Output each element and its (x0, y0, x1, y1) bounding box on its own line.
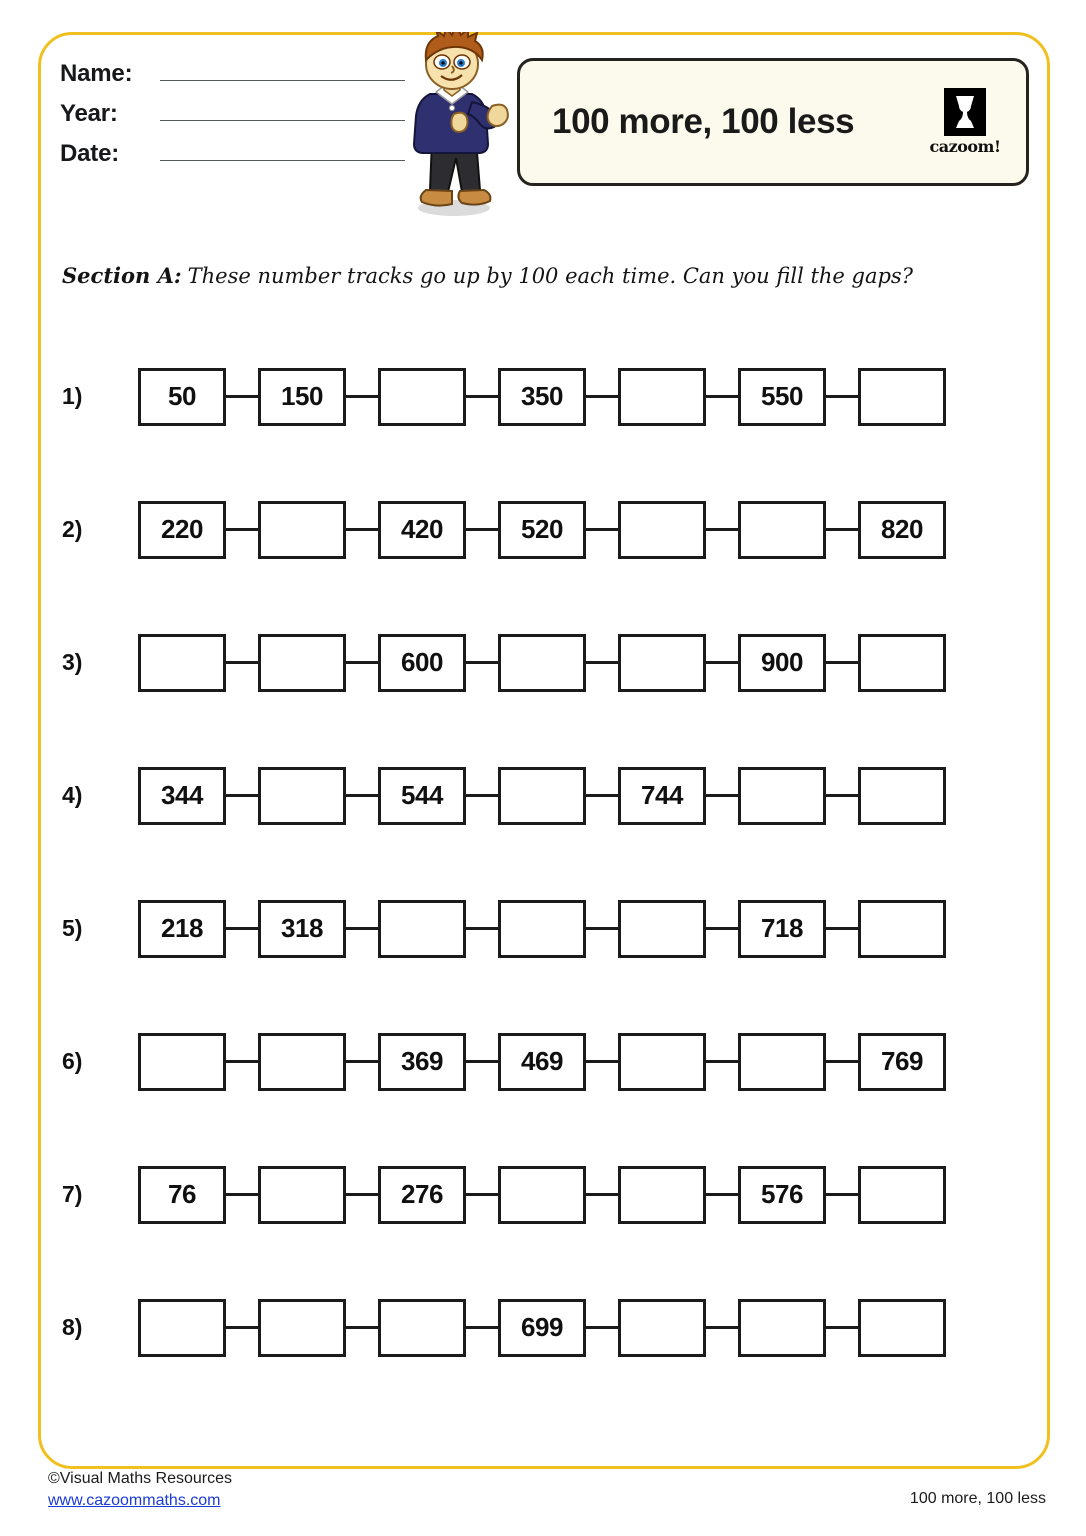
worksheet-footer (0, 1466, 1086, 1536)
name-label: Name: (60, 60, 133, 87)
track-connector (346, 1060, 378, 1063)
track-cells (138, 767, 946, 825)
cazoom-goblet-icon (944, 88, 986, 136)
track-cells (138, 1033, 946, 1091)
track-cell-blank[interactable] (378, 900, 466, 958)
track-connector (826, 1193, 858, 1196)
student-info-fields (60, 60, 405, 180)
worksheet-title-banner (517, 58, 1029, 186)
worksheet-header (0, 0, 1086, 230)
number-tracks-list (0, 330, 1086, 1394)
track-cell-filled[interactable]: 369 (378, 1033, 466, 1091)
cazoom-logo (922, 88, 1008, 156)
track-cell-blank[interactable] (498, 634, 586, 692)
date-field-row[interactable] (60, 140, 405, 180)
track-cell-blank[interactable] (738, 1299, 826, 1357)
track-row-number: 6) (62, 1048, 83, 1074)
track-connector (586, 1060, 618, 1063)
track-connector (586, 528, 618, 531)
track-cell-blank[interactable] (858, 767, 946, 825)
track-cell-filled[interactable]: 744 (618, 767, 706, 825)
track-cell-filled[interactable]: 769 (858, 1033, 946, 1091)
track-connector (826, 661, 858, 664)
number-track-row (0, 729, 1086, 862)
track-connector (586, 1193, 618, 1196)
name-field-row[interactable] (60, 60, 405, 100)
track-cell-blank[interactable] (258, 1299, 346, 1357)
track-cell-filled[interactable]: 544 (378, 767, 466, 825)
track-cell-blank[interactable] (858, 1299, 946, 1357)
year-label: Year: (60, 100, 118, 127)
track-row-number: 1) (62, 383, 83, 409)
number-track-row (0, 463, 1086, 596)
track-cell-filled[interactable]: 76 (138, 1166, 226, 1224)
track-cell-blank[interactable] (858, 368, 946, 426)
track-cell-blank[interactable] (138, 1299, 226, 1357)
track-connector (346, 528, 378, 531)
footer-credits (48, 1468, 232, 1512)
track-cell-blank[interactable] (738, 767, 826, 825)
track-cell-filled[interactable]: 600 (378, 634, 466, 692)
track-connector (466, 1193, 498, 1196)
track-connector (706, 1060, 738, 1063)
track-cell-blank[interactable] (498, 900, 586, 958)
track-cell-blank[interactable] (858, 1166, 946, 1224)
track-row-number: 7) (62, 1181, 83, 1207)
track-connector (706, 1326, 738, 1329)
number-track-row (0, 995, 1086, 1128)
track-cell-filled[interactable]: 150 (258, 368, 346, 426)
track-connector (346, 1326, 378, 1329)
number-track-row (0, 330, 1086, 463)
track-cell-blank[interactable] (138, 1033, 226, 1091)
track-cell-filled[interactable]: 218 (138, 900, 226, 958)
track-cell-filled[interactable]: 420 (378, 501, 466, 559)
track-connector (226, 794, 258, 797)
track-cell-blank[interactable] (258, 501, 346, 559)
track-cell-blank[interactable] (618, 1299, 706, 1357)
track-connector (706, 661, 738, 664)
track-row-number: 3) (62, 649, 83, 675)
track-cell-filled[interactable]: 520 (498, 501, 586, 559)
track-cell-blank[interactable] (378, 1299, 466, 1357)
section-prompt: These number tracks go up by 100 each time. Can you fill the gaps? (187, 264, 913, 288)
track-cell-blank[interactable] (618, 501, 706, 559)
track-cells (138, 900, 946, 958)
track-cell-filled[interactable]: 469 (498, 1033, 586, 1091)
section-instruction (62, 263, 913, 288)
track-cells (138, 1299, 946, 1357)
track-connector (586, 794, 618, 797)
track-cell-blank[interactable] (618, 1166, 706, 1224)
track-connector (586, 1326, 618, 1329)
track-connector (346, 1193, 378, 1196)
track-connector (466, 1060, 498, 1063)
track-row-number: 5) (62, 915, 83, 941)
track-connector (226, 395, 258, 398)
cazoom-wordmark: cazoom! (929, 137, 1001, 156)
section-label: Section A: (62, 263, 182, 288)
track-connector (826, 1060, 858, 1063)
track-connector (466, 1326, 498, 1329)
track-connector (466, 528, 498, 531)
number-track-row (0, 1128, 1086, 1261)
track-connector (226, 1060, 258, 1063)
track-cells (138, 1166, 946, 1224)
track-cell-blank[interactable] (618, 900, 706, 958)
track-cell-filled[interactable]: 550 (738, 368, 826, 426)
number-track-row (0, 862, 1086, 995)
track-connector (826, 528, 858, 531)
track-row-number: 8) (62, 1314, 83, 1340)
track-connector (706, 528, 738, 531)
track-connector (226, 1326, 258, 1329)
track-cell-filled[interactable]: 900 (738, 634, 826, 692)
track-cell-filled[interactable]: 820 (858, 501, 946, 559)
track-connector (346, 927, 378, 930)
cazoom-website-link[interactable]: www.cazoommaths.com (48, 1492, 221, 1509)
track-cell-blank[interactable] (858, 900, 946, 958)
track-cell-blank[interactable] (498, 1166, 586, 1224)
track-connector (826, 395, 858, 398)
track-connector (706, 927, 738, 930)
page-title: 100 more, 100 less (552, 102, 855, 141)
track-row-number: 2) (62, 516, 83, 542)
track-cell-blank[interactable] (858, 634, 946, 692)
track-connector (226, 1193, 258, 1196)
track-cells (138, 501, 946, 559)
track-cells (138, 634, 946, 692)
track-cell-blank[interactable] (618, 1033, 706, 1091)
track-connector (826, 1326, 858, 1329)
track-cell-filled[interactable]: 576 (738, 1166, 826, 1224)
track-cell-filled[interactable]: 220 (138, 501, 226, 559)
track-connector (706, 1193, 738, 1196)
track-connector (466, 794, 498, 797)
track-connector (706, 395, 738, 398)
track-cell-filled[interactable]: 318 (258, 900, 346, 958)
track-connector (466, 395, 498, 398)
track-cell-filled[interactable]: 718 (738, 900, 826, 958)
track-connector (466, 661, 498, 664)
track-cells (138, 368, 946, 426)
track-connector (226, 927, 258, 930)
year-write-line[interactable] (160, 120, 405, 121)
name-write-line[interactable] (160, 80, 405, 81)
track-connector (466, 927, 498, 930)
track-connector (826, 794, 858, 797)
copyright-text: ©Visual Maths Resources (48, 1470, 233, 1487)
track-cell-filled[interactable]: 699 (498, 1299, 586, 1357)
track-connector (706, 794, 738, 797)
track-cell-blank[interactable] (738, 501, 826, 559)
track-cell-blank[interactable] (378, 368, 466, 426)
track-connector (346, 395, 378, 398)
cartoon-boy-pointing-icon (392, 32, 512, 217)
track-cell-blank[interactable] (138, 634, 226, 692)
date-label: Date: (60, 140, 120, 167)
footer-worksheet-name: 100 more, 100 less (909, 1490, 1046, 1507)
track-cell-blank[interactable] (258, 634, 346, 692)
track-connector (586, 927, 618, 930)
track-cell-filled[interactable]: 350 (498, 368, 586, 426)
track-connector (226, 661, 258, 664)
track-connector (226, 528, 258, 531)
year-field-row[interactable] (60, 100, 405, 140)
track-row-number: 4) (62, 782, 83, 808)
track-connector (586, 661, 618, 664)
track-cell-blank[interactable] (498, 767, 586, 825)
date-write-line[interactable] (160, 160, 405, 161)
track-cell-blank[interactable] (258, 1166, 346, 1224)
track-cell-blank[interactable] (258, 767, 346, 825)
track-cell-blank[interactable] (618, 634, 706, 692)
track-cell-blank[interactable] (258, 1033, 346, 1091)
track-cell-filled[interactable]: 276 (378, 1166, 466, 1224)
number-track-row (0, 1261, 1086, 1394)
number-track-row (0, 596, 1086, 729)
track-connector (586, 395, 618, 398)
track-cell-blank[interactable] (738, 1033, 826, 1091)
track-connector (346, 794, 378, 797)
track-connector (346, 661, 378, 664)
track-connector (826, 927, 858, 930)
track-cell-blank[interactable] (618, 368, 706, 426)
track-cell-filled[interactable]: 50 (138, 368, 226, 426)
track-cell-filled[interactable]: 344 (138, 767, 226, 825)
